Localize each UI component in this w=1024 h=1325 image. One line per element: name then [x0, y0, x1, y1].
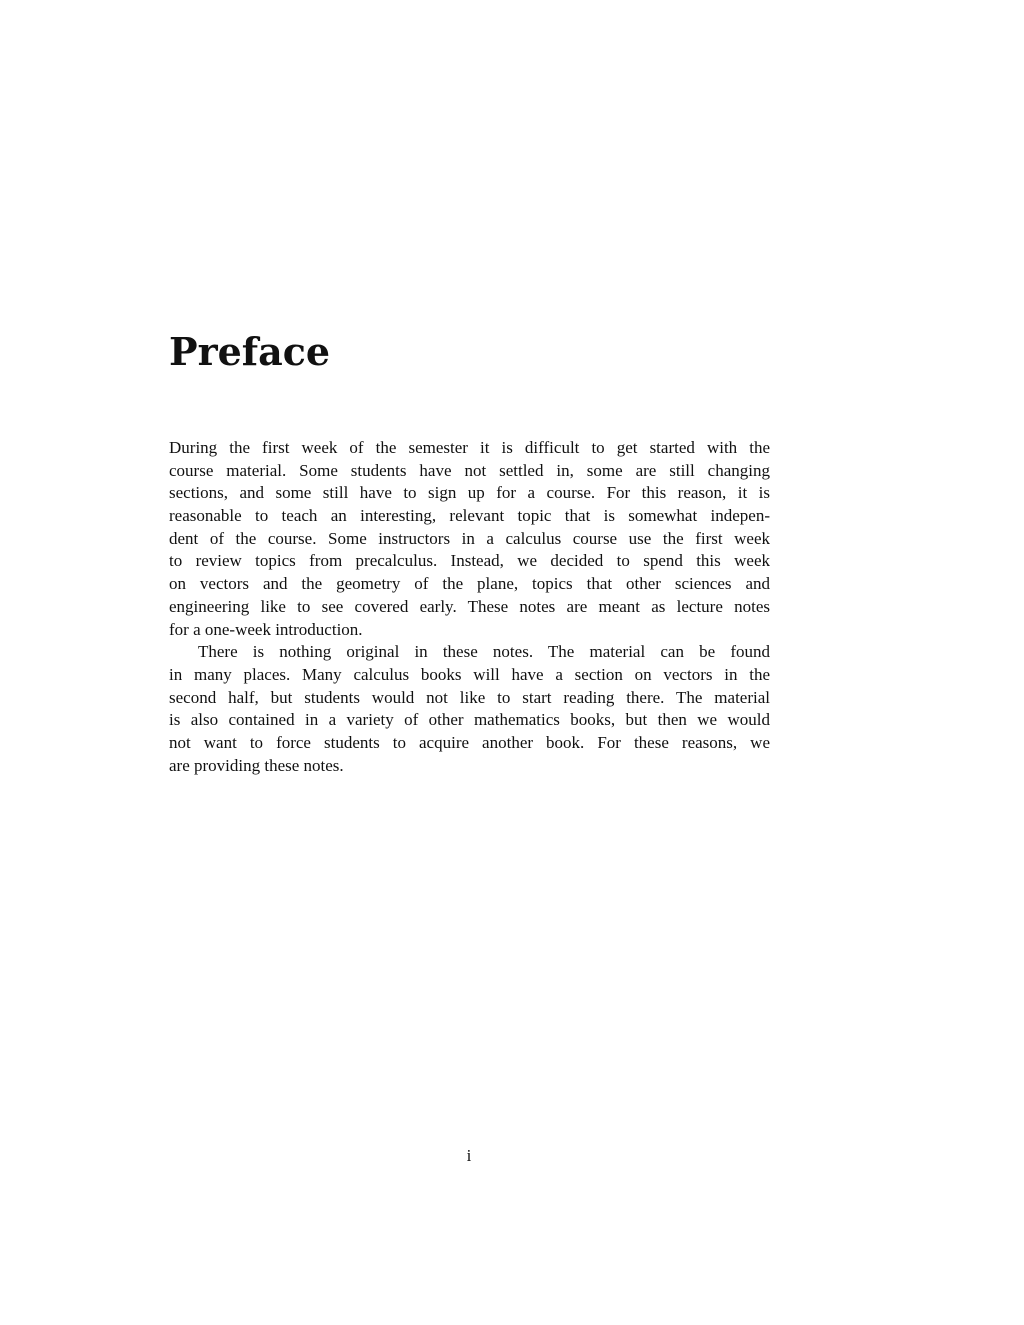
chapter-title: Preface	[169, 329, 331, 374]
paragraph-1-line-1: During the first week of the semester it is difficult to get started with the	[169, 438, 770, 457]
paragraph-1-line-8: engineering like to see covered early. These notes are meant as lecture notes	[169, 596, 770, 616]
paragraph-2-line-1: There is nothing original in these notes. The material can be found	[198, 642, 770, 662]
paragraph-2-line-4: is also contained in a variety of other mathematics books, but then we would	[169, 710, 770, 730]
paragraph-2-line-6: are providing these notes.	[169, 755, 344, 775]
paragraph-2-line-5: not want to force students to acquire another book. For these reasons, we	[169, 732, 770, 752]
paragraph-1-line-9: for a one-week introduction.	[169, 619, 363, 639]
paragraph-1-line-7: on vectors and the geometry of the plane, topics that other sciences and	[169, 574, 770, 594]
paragraph-2-line-3: second half, but students would not like to start reading there. The material	[169, 687, 770, 707]
page-number: i	[466, 1146, 472, 1165]
paragraph-1-line-2: course material. Some students have not settled in, some are still changing	[169, 460, 770, 480]
preface-body	[169, 437, 770, 777]
paragraph-1-line-4: reasonable to teach an interesting, relevant topic that is somewhat indepen-	[169, 506, 770, 526]
paragraph-1-line-3: sections, and some still have to sign up for a course. For this reason, it is	[169, 483, 770, 503]
paragraph-1-line-6: to review topics from precalculus. Instead, we decided to spend this week	[169, 551, 770, 571]
paragraph-1-line-5: dent of the course. Some instructors in a calculus course use the first week	[169, 528, 770, 548]
paragraph-2-line-2: in many places. Many calculus books will have a section on vectors in the	[169, 664, 770, 684]
